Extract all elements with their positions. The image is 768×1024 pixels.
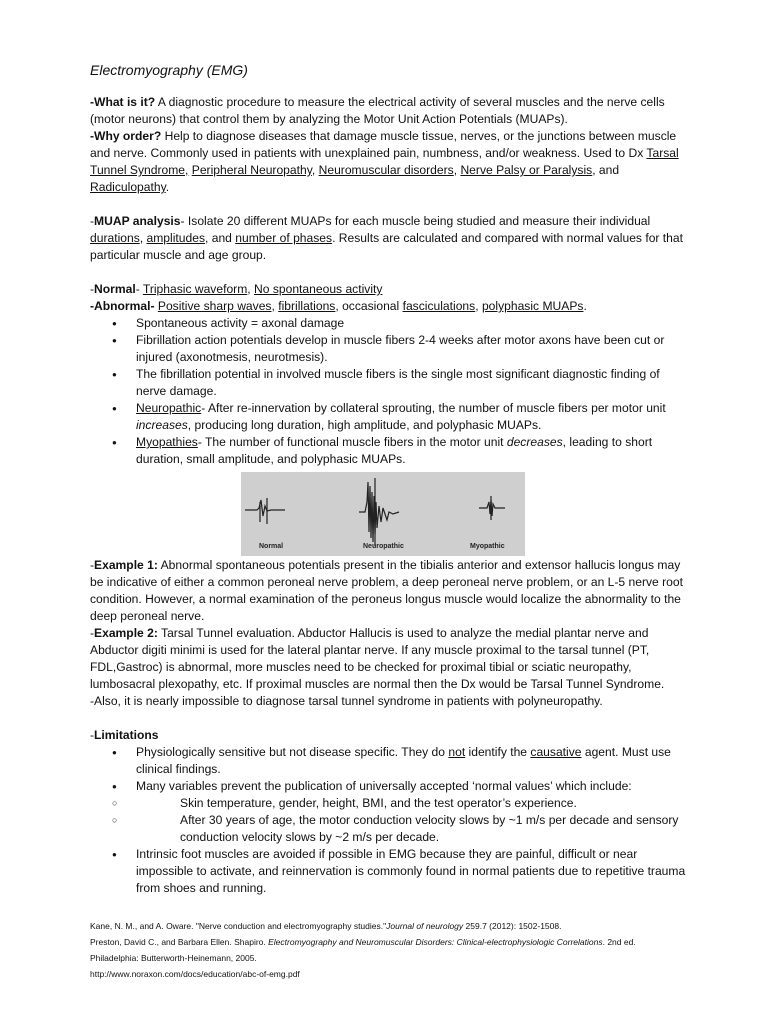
sep: - <box>90 728 95 742</box>
reference-3: Philadelphia: Butterworth-Heinemann, 2005. <box>90 953 257 963</box>
list-item: ● Intrinsic foot muscles are avoided if possible in EMG because they are painful, difficult or near impossible to activate, and reinnervation is commonly found in normal patients due to repetitive trauma from shoes and running. <box>90 846 688 897</box>
ref-text: 259.7 (2012): 1502-1508. <box>463 921 562 931</box>
muap-paragraph <box>90 213 688 264</box>
example1-text: Abnormal spontaneous potentials present in the tibialis anterior and extensor hallucis longus may be indicative of either a common peroneal nerve problem, a deep peroneal nerve problem, or an L-5 nerve root condition. However, a normal examination of the peroneus longus muscle would localize the abnormality to the deep peroneal nerve. <box>90 558 683 623</box>
myopathies-term: Myopathies <box>136 435 198 449</box>
sep: , <box>311 163 319 177</box>
example1-label: Example 1: <box>94 558 158 572</box>
why-term: Nerve Palsy or Paralysis <box>460 163 593 177</box>
muap-text: . Results are calculated and compared with normal values for that particular muscle and age group. <box>90 231 683 262</box>
sep: . <box>583 299 587 313</box>
sep: , <box>247 282 255 296</box>
muap-text: - Isolate 20 different MUAPs for each muscle being studied and measure their individual <box>180 214 651 228</box>
references <box>90 918 690 982</box>
muap-term: amplitudes <box>146 231 205 245</box>
sep: . <box>165 180 170 194</box>
list-text: Physiologically sensitive but not disease specific. They do <box>136 745 449 759</box>
reference-1 <box>90 918 690 934</box>
abnormal-term: Positive sharp waves <box>157 299 272 313</box>
list-text: , producing long duration, high amplitude, and polyphasic MUAPs. <box>187 418 542 432</box>
why-term: Radiculopathy <box>90 180 166 194</box>
ref-text: Kane, N. M., and A. Oware. "Nerve conduction and electromyography studies." <box>90 921 387 931</box>
abnormal-term: fibrillations <box>278 299 336 313</box>
sep: , occasional <box>335 299 403 313</box>
caption-neuropathic: Neuropathic <box>363 543 404 550</box>
why-paragraph <box>90 128 688 196</box>
neuropathic-term: Neuropathic <box>136 401 202 415</box>
normal-label: Normal <box>94 282 136 296</box>
caption-myopathic: Myopathic <box>470 543 505 550</box>
list-term: causative <box>530 745 582 759</box>
list-text: Many variables prevent the publication of universally accepted ‘normal values’ which include: <box>136 779 632 793</box>
ref-text: . 2nd ed. <box>602 937 636 947</box>
abnormal-list <box>90 315 688 468</box>
ref-book: Electromyography and Neuromuscular Disorders: Clinical-electrophysiologic Correlations <box>268 937 603 947</box>
list-item <box>90 400 688 434</box>
why-term: Tarsal Tunnel Syndrome, <box>90 146 679 177</box>
list-text: - The number of functional muscle fibers in the motor unit <box>197 435 507 449</box>
normal-term: No spontaneous activity <box>254 282 383 296</box>
abnormal-line <box>90 298 688 315</box>
reference-4-link[interactable]: http://www.noraxon.com/docs/education/abc-of-emg.pdf <box>90 969 300 979</box>
sep: - <box>90 558 95 572</box>
also-paragraph: -Also, it is nearly impossible to diagnose tarsal tunnel syndrome in patients with polyneuropathy. <box>90 694 603 708</box>
list-item <box>90 434 688 468</box>
sublist-item: ○ After 30 years of age, the motor conduction velocity slows by ~1 m/s per decade and sensory conduction velocity slows by ~2 m/s per decade. <box>90 812 688 846</box>
limitations-list <box>90 744 688 897</box>
sep: - <box>135 282 143 296</box>
muap-term: durations <box>90 231 140 245</box>
list-item: ● Spontaneous activity = axonal damage <box>90 315 688 332</box>
list-text: identify the <box>465 745 531 759</box>
abnormal-term: polyphasic MUAPs <box>481 299 584 313</box>
example1-paragraph <box>90 557 688 625</box>
muap-label: MUAP analysis <box>94 214 181 228</box>
what-label: -What is it? <box>90 95 156 109</box>
sep: , <box>271 299 279 313</box>
list-text: , leading to short duration, small amplitude, and polyphasic MUAPs. <box>136 435 653 466</box>
ref-journal: Journal of neurology <box>386 921 464 931</box>
sep: , and <box>592 163 620 177</box>
example2-paragraph <box>90 625 688 693</box>
sep: , and <box>205 231 236 245</box>
sublist <box>90 795 688 846</box>
neuropathic-waveform <box>359 482 399 542</box>
list-text: - After re-innervation by collateral sprouting, the number of muscle fibers per motor unit <box>201 401 666 415</box>
what-paragraph <box>90 94 688 128</box>
reference-2 <box>90 934 690 950</box>
list-emph: decreases <box>506 435 563 449</box>
list-item: ● The fibrillation potential in involved muscle fibers is the single most significant diagnostic finding of nerve damage. <box>90 366 688 400</box>
caption-normal: Normal <box>259 543 284 550</box>
sublist-item: ○ Skin temperature, gender, height, BMI, and the test operator’s experience. <box>90 795 688 812</box>
list-item: ● Fibrillation action potentials develop in muscle fibers 2-4 weeks after motor axons have been cut or injured (axonotmesis, neurotmesis). <box>90 332 688 366</box>
muap-waveform-figure <box>241 472 525 556</box>
sep: , <box>453 163 461 177</box>
abnormal-label: -Abnormal- <box>90 299 155 313</box>
list-item <box>90 778 688 846</box>
list-text: agent. Must use clinical findings. <box>136 745 671 776</box>
limitations-label: Limitations <box>94 728 159 742</box>
why-label: -Why order? <box>90 129 162 143</box>
what-text: A diagnostic procedure to measure the electrical activity of several muscles and the nerve cells (motor neurons) that control them by analyzing the Motor Unit Action Potentials (MUAPs). <box>90 95 665 126</box>
list-emph: increases <box>136 418 188 432</box>
sep: - <box>90 214 95 228</box>
abnormal-term: fasciculations <box>402 299 476 313</box>
ref-text: Preston, David C., and Barbara Ellen. Shapiro. <box>90 937 269 947</box>
muap-term: number of phases <box>235 231 333 245</box>
why-term: Neuromuscular disorders <box>318 163 454 177</box>
sep: , <box>139 231 147 245</box>
limitations-heading <box>90 727 688 744</box>
list-term: not <box>448 745 466 759</box>
sep: - <box>90 282 95 296</box>
example2-text: Tarsal Tunnel evaluation. Abductor Hallucis is used to analyze the medial plantar nerve and Abductor digiti minimi is used for the lateral plantar nerve. If any muscle proximal to the tarsal tunnel (PT, FDL,Gastroc) is abnormal, more muscles need to be checked for proximal tibial or sciatic neuropathy, lumbosacral plexopathy, etc. If proximal muscles are normal then the Dx would be Tarsal Tunnel Syndrome. <box>90 626 665 691</box>
normal-line <box>90 281 688 298</box>
why-text: Help to diagnose diseases that damage muscle tissue, nerves, or the junctions between muscle and nerve. Commonly used in patients with unexplained pain, numbness, and/or weakness. Used to Dx <box>90 129 677 160</box>
why-term: Peripheral Neuropathy <box>191 163 312 177</box>
myopathic-waveform <box>479 500 505 516</box>
normal-waveform <box>245 500 285 516</box>
sep: , <box>475 299 482 313</box>
example2-label: Example 2: <box>94 626 158 640</box>
normal-term: Triphasic waveform <box>142 282 248 296</box>
doc-title: Electromyography (EMG) <box>90 62 248 78</box>
list-item <box>90 744 688 778</box>
sep: - <box>90 626 95 640</box>
document-body <box>90 62 688 897</box>
